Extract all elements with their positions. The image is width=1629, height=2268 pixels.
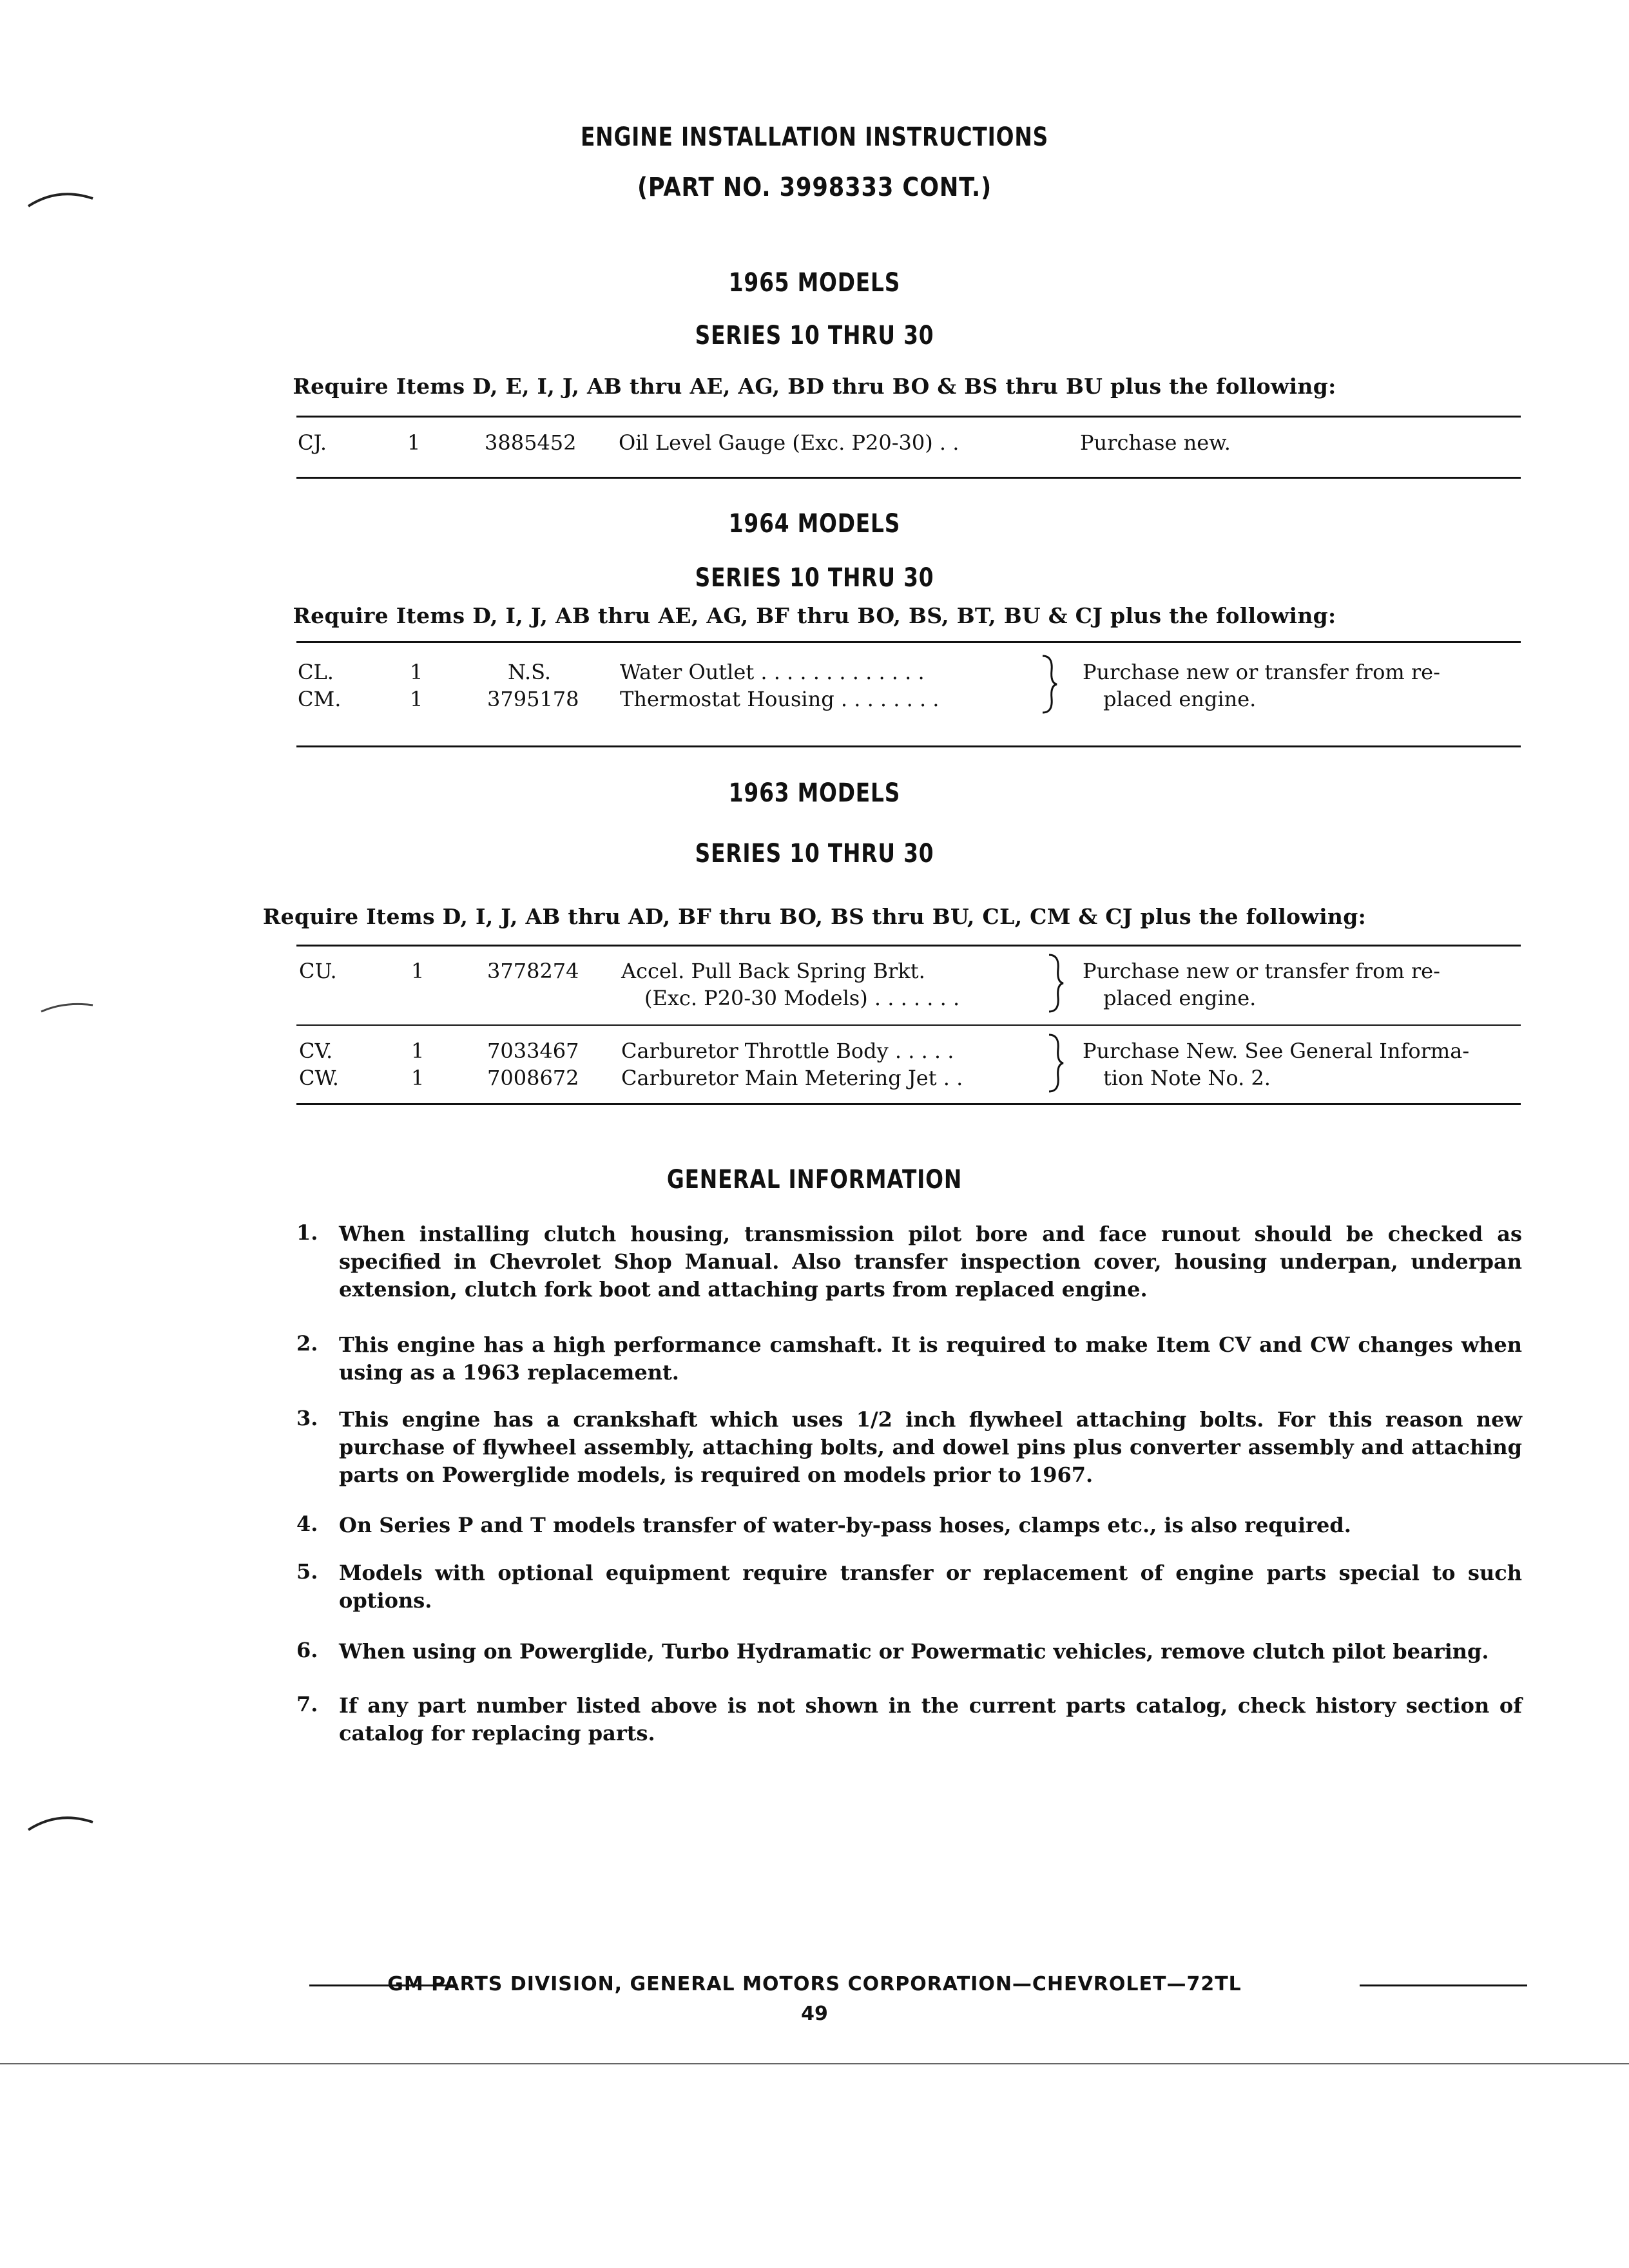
part-number: N.S.: [508, 660, 552, 684]
note-text: This engine has a high performance camshaft. It is required to make Item CV and CW changes when using as a 1963 replacement.: [339, 1332, 1522, 1385]
section-requirement-1963: Require Items D, I, J, AB thru AD, BF thru BO, BS thru BU, CL, CM & CJ plus the following:: [262, 904, 1367, 929]
table-rule: [296, 745, 1521, 747]
part-note: placed engine.: [1103, 986, 1257, 1010]
note-number: 6.: [296, 1638, 318, 1662]
section-requirement-1964: Require Items D, I, J, AB thru AE, AG, BF thru BO, BS, BT, BU & CJ plus the following:: [293, 603, 1336, 628]
quantity: 1: [410, 687, 423, 711]
table-rule: [296, 641, 1521, 643]
part-note: Purchase New. See General Informa-: [1083, 1039, 1470, 1063]
part-description: Thermostat Housing . . . . . . . .: [620, 687, 940, 711]
part-description: Oil Level Gauge (Exc. P20-30) . .: [619, 430, 959, 455]
hole-mark-icon: [26, 187, 97, 213]
item-code: CW.: [299, 1066, 339, 1090]
part-number: 7033467: [487, 1039, 579, 1063]
part-description: Carburetor Main Metering Jet . .: [621, 1066, 963, 1090]
part-note: Purchase new or transfer from re-: [1083, 660, 1440, 684]
item-code: CL.: [298, 660, 334, 684]
note-number: 5.: [296, 1559, 318, 1584]
item-code: CJ.: [298, 430, 327, 455]
hole-mark-icon: [26, 1811, 97, 1836]
table-rule: [296, 477, 1521, 479]
note-text: Models with optional equipment require transfer or replacement of engine parts special to such options.: [339, 1561, 1522, 1613]
part-note: Purchase new or transfer from re-: [1083, 959, 1440, 983]
note-number: 1.: [296, 1220, 318, 1245]
hole-mark-icon: [39, 999, 97, 1018]
general-info-heading: GENERAL INFORMATION: [666, 1165, 963, 1195]
note-text: When installing clutch housing, transmission pilot bore and face runout should be checked as specified in Chevrolet Shop Manual. Also transfer inspection cover, housing underpan, underpan extension, clutch fork boot and attaching parts from replaced engine.: [339, 1222, 1522, 1302]
part-number: 3795178: [487, 687, 579, 711]
table-rule: [296, 945, 1521, 947]
bottom-divider: [0, 2063, 1629, 2064]
note-number: 7.: [296, 1692, 318, 1716]
note-text: When using on Powerglide, Turbo Hydramatic or Powermatic vehicles, remove clutch pilot bearing.: [339, 1639, 1489, 1664]
bracket-icon: [1040, 653, 1059, 715]
note-text: If any part number listed above is not shown in the current parts catalog, check history section of catalog for replacing parts.: [339, 1693, 1522, 1745]
bracket-icon: [1046, 1032, 1066, 1094]
item-code: CM.: [298, 687, 342, 711]
part-number: 3778274: [487, 959, 579, 983]
item-code: CU.: [299, 959, 337, 983]
section-series-1964: SERIES 10 THRU 30: [695, 563, 934, 593]
section-series-1963: SERIES 10 THRU 30: [695, 839, 934, 869]
part-description: Water Outlet . . . . . . . . . . . . .: [620, 660, 925, 684]
quantity: 1: [407, 430, 421, 455]
note-number: 4.: [296, 1512, 318, 1536]
part-description: Accel. Pull Back Spring Brkt.: [621, 959, 925, 983]
part-number: 7008672: [487, 1066, 579, 1090]
section-requirement-1965: Require Items D, E, I, J, AB thru AE, AG, BD thru BO & BS thru BU plus the following:: [293, 374, 1336, 399]
table-rule: [296, 1103, 1521, 1105]
note-text: On Series P and T models transfer of water-by-pass hoses, clamps etc., is also required.: [339, 1513, 1351, 1537]
note-number: 3.: [296, 1406, 318, 1430]
bracket-icon: [1046, 952, 1066, 1014]
section-model-1964: 1964 MODELS: [728, 509, 901, 539]
note-number: 2.: [296, 1331, 318, 1356]
section-model-1963: 1963 MODELS: [728, 778, 901, 808]
footer-text: GM PARTS DIVISION, GENERAL MOTORS CORPORATION—CHEVROLET—72TL: [387, 1973, 1242, 1995]
footer-rule-right: [1360, 1984, 1527, 1986]
part-number: 3885452: [485, 430, 577, 455]
table-rule: [296, 1024, 1521, 1026]
quantity: 1: [410, 660, 423, 684]
table-rule: [296, 416, 1521, 418]
section-model-1965: 1965 MODELS: [728, 268, 901, 298]
part-note: Purchase new.: [1080, 430, 1231, 455]
quantity: 1: [411, 1066, 425, 1090]
quantity: 1: [411, 1039, 425, 1063]
page-subtitle: (PART NO. 3998333 CONT.): [637, 173, 992, 202]
page-title: ENGINE INSTALLATION INSTRUCTIONS: [580, 122, 1049, 152]
page-number: 49: [801, 2003, 828, 2025]
part-description: Carburetor Throttle Body . . . . .: [621, 1039, 954, 1063]
part-note: placed engine.: [1103, 687, 1257, 711]
part-note: tion Note No. 2.: [1103, 1066, 1271, 1090]
quantity: 1: [411, 959, 425, 983]
note-text: This engine has a crankshaft which uses 1/2 inch flywheel attaching bolts. For this reason new purchase of flywheel assembly, attaching bolts, and dowel pins plus converter assembly and attaching parts on Powerglide models, is required on models prior to 1967.: [339, 1407, 1522, 1487]
part-description: (Exc. P20-30 Models) . . . . . . .: [644, 986, 960, 1010]
section-series-1965: SERIES 10 THRU 30: [695, 321, 934, 351]
item-code: CV.: [299, 1039, 333, 1063]
